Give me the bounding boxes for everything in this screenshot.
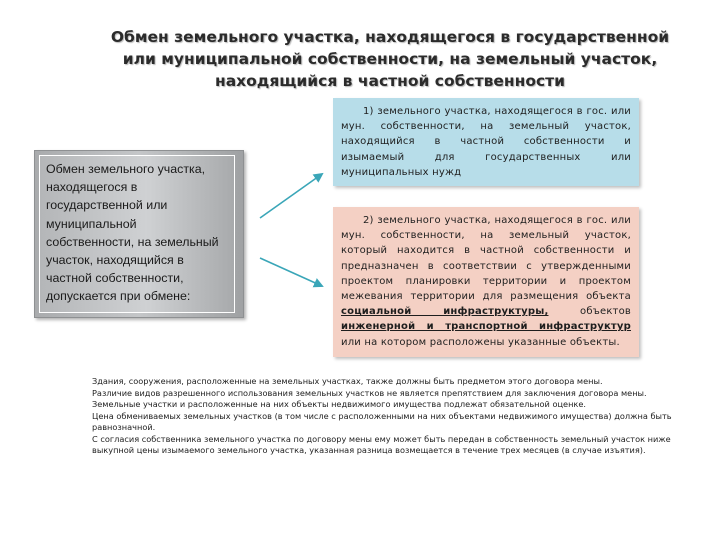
note-4: Цена обмениваемых земельных участков (в том числе с расположенными на них объектами недвижимого имущества) должна быть равнозначной.	[92, 410, 672, 432]
note-2: Различие видов разрешенного использования земельных участков не является препятствием для заключения договора мены.	[92, 387, 647, 398]
option-1-box	[333, 98, 639, 186]
option-1-text: 1) земельного участка, находящегося в гос. или мун. собственности, на земельный участок, находящийся в частной собственности и изымаемый для государственных или муниципальных нужд	[341, 106, 631, 178]
option-2-box	[333, 207, 639, 357]
option-2-engineering: инженерной и транспортной инфраструктур	[341, 321, 631, 333]
option-2-text: 2) земельного участка, находящегося в гос. или мун. собственности, на земельный участок, который находится в частной собственности и предназначен в соответствии с утвержденными проектом планировки территории и проектом межевания территории для размещения объекта	[341, 215, 631, 303]
option-2-objects: объектов	[580, 306, 631, 318]
title-line-3: находящийся в частной собственности	[214, 72, 566, 90]
arrow-to-option-2	[260, 258, 322, 286]
title-line-1: Обмен земельного участка, находящегося в государственной	[110, 28, 670, 46]
note-1: Здания, сооружения, расположенные на земельных участках, также должны быть предметом этого договора мены.	[92, 376, 603, 386]
note-3: Земельные участки и расположенные на них объекты недвижимого имущества подлежат обязательной оценке.	[92, 399, 587, 409]
main-condition-box	[34, 150, 244, 318]
title-line-2: или муниципальной собственности, на земельный участок,	[122, 50, 658, 68]
note-5: С согласия собственника земельного участка по договору мены ему может быть передан в собственность земельный участок ниже выкупной цены изымаемого земельного участка, указанная разница возмещается в течение трех месяцев (в случае изъятия).	[92, 433, 671, 455]
arrow-to-option-1	[260, 174, 322, 218]
option-2-text-after: или на котором расположены указанные объекты.	[341, 336, 620, 348]
notes-block	[92, 376, 692, 457]
option-2-social: социальной инфраструктуры,	[341, 306, 549, 318]
main-condition-text: Обмен земельного участка, находящегося в государственной или муниципальной собственности, на земельный участок, находящийся в частной собственности, допускается при обмене:	[39, 155, 235, 313]
